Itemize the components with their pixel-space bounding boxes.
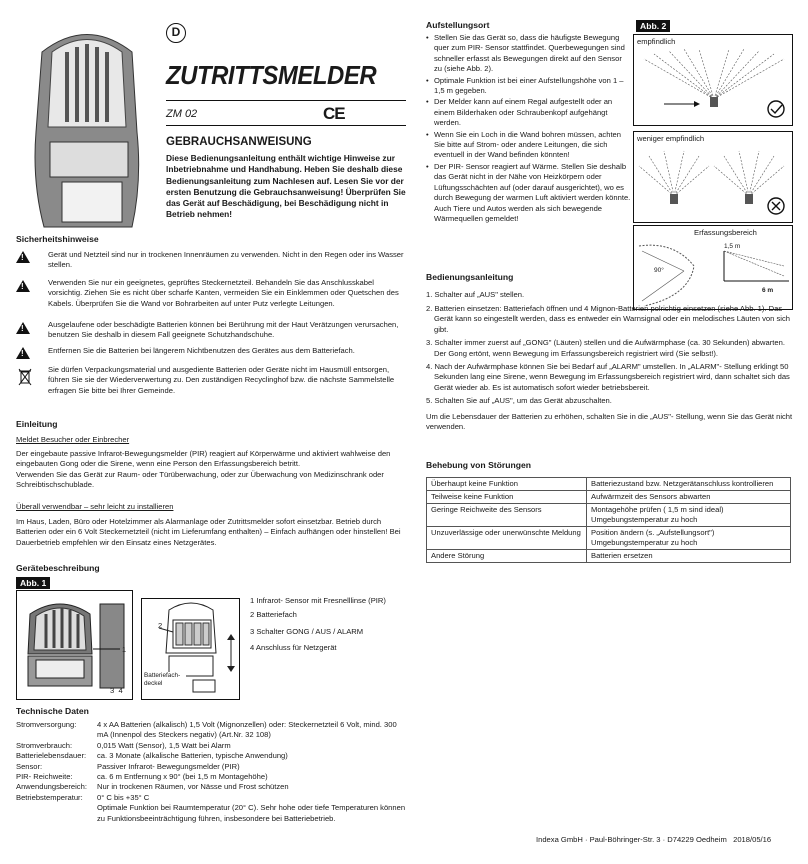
legend-item: 4 Anschluss für Netzgerät [250,643,337,653]
intro-p2: Verwenden Sie das Gerät zur Raum- oder Türüberwachung, oder zur Überwachung von Medizinschrank oder Schreibtischschublade. [16,470,384,490]
intro-sub1: Meldet Besucher oder Einbrecher [16,435,130,444]
ce-mark: CE [323,104,345,123]
model-number: ZM 02 [166,108,198,120]
product-image [22,22,152,234]
footer-address: Indexa GmbH · Paul-Böhringer-Str. 3 · D74229 Oedheim 2018/05/16 [536,835,772,844]
placement-heading: Aufstellungsort [426,20,490,30]
placement-item: • Der Melder kann auf einem Regal aufgestellt oder an einem Bilderhaken oder Schraubenkopf aufgehängt werden. [426,97,631,128]
device-front-image [20,594,128,694]
tech-row: Sensor: Passiver Infrarot- Bewegungsmelder (PIR) [16,761,240,771]
operation-step: 1. Schalter auf „AUS" stellen. [426,290,525,299]
operation-step: 4. Nach der Aufwärmphase können Sie bei Bedarf auf „ALARM" umstellen. In „ALARM"- Stellung erklingt 50 Sekunden lang eine Sirene, wenn Bewegung im Erfassungsbereich registriert wird, dann schaltet sich das Gerät wieder ab. Es ist automatisch sofort wieder betriebsbereit. [426,362,790,392]
intro-p1: Der eingebaute passive Infrarot-Bewegungsmelder (PIR) reagiert auf Körperwärme und aktiviert wahlweise den eingebauten Gong oder die Sirene, wenn eine Person den Erfassungsbereich betritt. [16,449,391,469]
operation-heading: Bedienungsanleitung [426,272,514,282]
fig1-legend [250,596,410,654]
tech-row: PIR- Reichweite: ca. 6 m Entfernung x 90° (bei 1,5 m Montagehöhe) [16,772,268,782]
safety-item: Gerät und Netzteil sind nur in trockenen Innenräumen zu verwenden. Nicht in den Regen oder ins Wasser stellen. [48,250,404,270]
fig2-label-less-sensitive: weniger empfindlich [637,134,705,143]
table-row: Teilweise keine Funktion Aufwärmzeit des Sensors abwarten [427,491,791,504]
callout-2: 2 [158,621,163,630]
tech-row: Batterielebensdauer: ca. 3 Monate (alkalische Batterien, typische Anwendung) [16,751,288,761]
tech-table [16,720,408,824]
operation-step: 2. Batterien einsetzen: Batteriefach öffnen und 4 Mignon-Batterien polrichtig einsetzen (siehe Abb. 1). Das Gerät kann so eingestellt werden, dass es entweder ein Warnsignal oder ein melodisches Läuten von sich gibt. [426,304,790,334]
tech-row: Stromverbrauch: 0,015 Watt (Sensor), 1,5 Watt bei Alarm [16,740,231,750]
table-row: Andere Störung Batterien ersetzen [427,550,791,563]
battery-cover-label: Batteriefach-deckel [144,672,186,688]
subtitle: GEBRAUCHSANWEISUNG [166,136,312,148]
placement-list [426,33,631,224]
placement-item: • Wenn Sie ein Loch in die Wand bohren müssen, achten Sie bitte auf Strom- oder andere Leitungen, die sich eventuell in der Wand befinden könnten! [426,130,631,161]
tech-heading: Technische Daten [16,706,89,716]
fig2-panel-sensitive [633,34,793,126]
intro-sub2: Überall verwendbar – sehr leicht zu installieren [16,502,174,511]
troubleshoot-heading: Behebung von Störungen [426,460,532,470]
operation-note: Um die Lebensdauer der Batterien zu erhöhen, schalten Sie in die „AUS"- Stellung, wenn Sie das Gerät nicht verwenden. [426,411,793,432]
fig2-label-angle: 90° [654,267,664,274]
intro-text: Diese Bedienungsanleitung enthält wichtige Hinweise zur Inbetriebnahme und Handhabung. Heben Sie deshalb diese Bedienungsanleitung zum Nachlesen auf. Lesen Sie vor der ersten Benutzung die Gebrauchsanweisung! Überprüfen Sie das Gerät auf Beschädigung, bei Beschädigung nicht in Betrieb nehmen! [166,153,406,220]
fig2-panel-less-sensitive [633,131,793,223]
legend-item: 2 Batteriefach [250,610,297,620]
safety-item: Sie dürfen Verpackungsmaterial und ausgediente Batterien oder Geräte nicht im Hausmüll entsorgen, führen Sie sie der Wiederverwertung zu. Den zuständigen Recyclinghof bzw. die nächste Sammelstelle erfragen Sie bitte bei Ihrer Gemeinde. [48,365,395,395]
table-row: Unzuverlässige oder unerwünschte Meldung Position ändern (s. „Aufstellungsort") Umgebungstemperatur zu hoch [427,527,791,550]
safety-item: Verwenden Sie nur ein geeignetes, geprüftes Steckernetzteil. Behandeln Sie das Anschlusskabel vorsichtig. Ziehen Sie es nicht über scharfe Kanten, vermeiden Sie ein Einklemmen oder Quetschen des Kabels. Überprüfen Sie die Wand vor Bohrarbeiten auf unter Putz verlegte Leitungen. [48,278,399,308]
title-rule [166,100,406,101]
intro-p3: Im Haus, Laden, Büro oder Hotelzimmer als Alarmanlage oder Zutrittsmelder sofort einsetzbar. Betrieb durch Batterien oder ein 6 Volt Steckernetzteil (nicht im Lieferumfang enthalten) – Einfach aufhängen oder hinstellen! Bei Dauerbetrieb empfehlen wir den Einsatz eines Netzgerätes. [16,517,401,547]
fig2-label-height: 1,5 m [724,243,741,250]
table-row: Überhaupt keine Funktion Batteriezustand bzw. Netzgerätanschluss kontrollieren [427,478,791,491]
operation-step: 3. Schalter immer zuerst auf „GONG" (Läuten) stellen und die Aufwärmphase (ca. 30 Sekunden) abwarten. Der Gong ertönt, wenn Bewegung im Erfassungsbereich registriert wird (Sie selbst!). [426,338,785,358]
bin-icon [18,368,32,386]
model-rule [166,125,406,126]
fig2-label-distance: 6 m [762,287,774,294]
operation-step: 5. Schalten Sie auf „AUS", um das Gerät abzuschalten. [426,396,612,406]
troubleshoot-table [426,477,791,563]
tech-row: Anwendungsbereich: Nur in trockenen Räumen, vor Nässe und Frost schützen [16,782,289,792]
callout-34: 3 4 [110,686,123,695]
tech-note: Optimale Funktion bei Raumtemperatur (20° C). Sehr hohe oder tiefe Temperaturen können zu Funktionsbeeinträchtigung führen, insbesondere bei Batteriebetrieb. [97,803,406,823]
placement-item: • Optimale Funktion ist bei einer Aufstellungshöhe von 1 – 1,5 m gegeben. [426,76,631,97]
legend-item: 3 Schalter GONG / AUS / ALARM [250,626,364,636]
safety-heading: Sicherheitshinweise [16,234,99,244]
fig2-badge: Abb. 2 [636,20,670,32]
fig2-panel-range [633,225,793,310]
operation-steps-short [426,290,631,303]
tech-row: Betriebstemperatur: 0° C bis +35° C [16,792,150,802]
legend-item: 1 Infrarot- Sensor mit Fresnelllinse (PIR) [250,596,386,605]
fig2-label-sensitive: empfindlich [637,37,676,46]
safety-item: Entfernen Sie die Batterien bei längerem Nichtbenutzen des Gerätes aus dem Batteriefach. [48,346,355,355]
page-title: ZUTRITTSMELDER [166,60,377,90]
fig1-badge: Abb. 1 [16,577,50,589]
callout-1: 1 [122,645,127,654]
operation-steps [426,304,796,432]
intro-heading: Einleitung [16,419,58,429]
language-badge: D [166,23,186,43]
fig2-label-range: Erfassungsbereich [694,228,757,237]
placement-item: • Stellen Sie das Gerät so, dass die häufigste Bewegung quer zum PIR- Sensor stattfindet. Querbewegungen sind schneller erfasst als Bewegungen direkt auf den Sensor zu (siehe Abb. 2). [426,33,631,75]
placement-item: • Der PIR- Sensor reagiert auf Wärme. Stellen Sie deshalb das Gerät nicht in der Nähe von Heizkörpern oder Lüftungsschächten auf (oder darauf ausgerichtet), wo es durch Bewegung der warmen Luft aktiviert werden könnte. Auch Tiere und Autos werden als sich bewegende Wärmequellen gemeldet! [426,162,631,224]
table-row: Geringe Reichweite des Sensors Montagehöhe prüfen ( 1,5 m sind ideal) Umgebungstemperatur zu hoch [427,504,791,527]
safety-item: Ausgelaufene oder beschädigte Batterien können bei Berührung mit der Haut Verätzungen verursachen, benutzen Sie deshalb in diesem Fall geeignete Schutzhandschuhe. [48,320,399,340]
device-heading: Gerätebeschreibung [16,563,100,573]
tech-row: Stromversorgung: 4 x AA Batterien (alkalisch) 1,5 Volt (Mignonzellen) oder: Steckernetzteil 6 Volt, mind. 300 mA (Innenpol des Steckers negativ) (Art.Nr. 32 108) [16,720,397,740]
